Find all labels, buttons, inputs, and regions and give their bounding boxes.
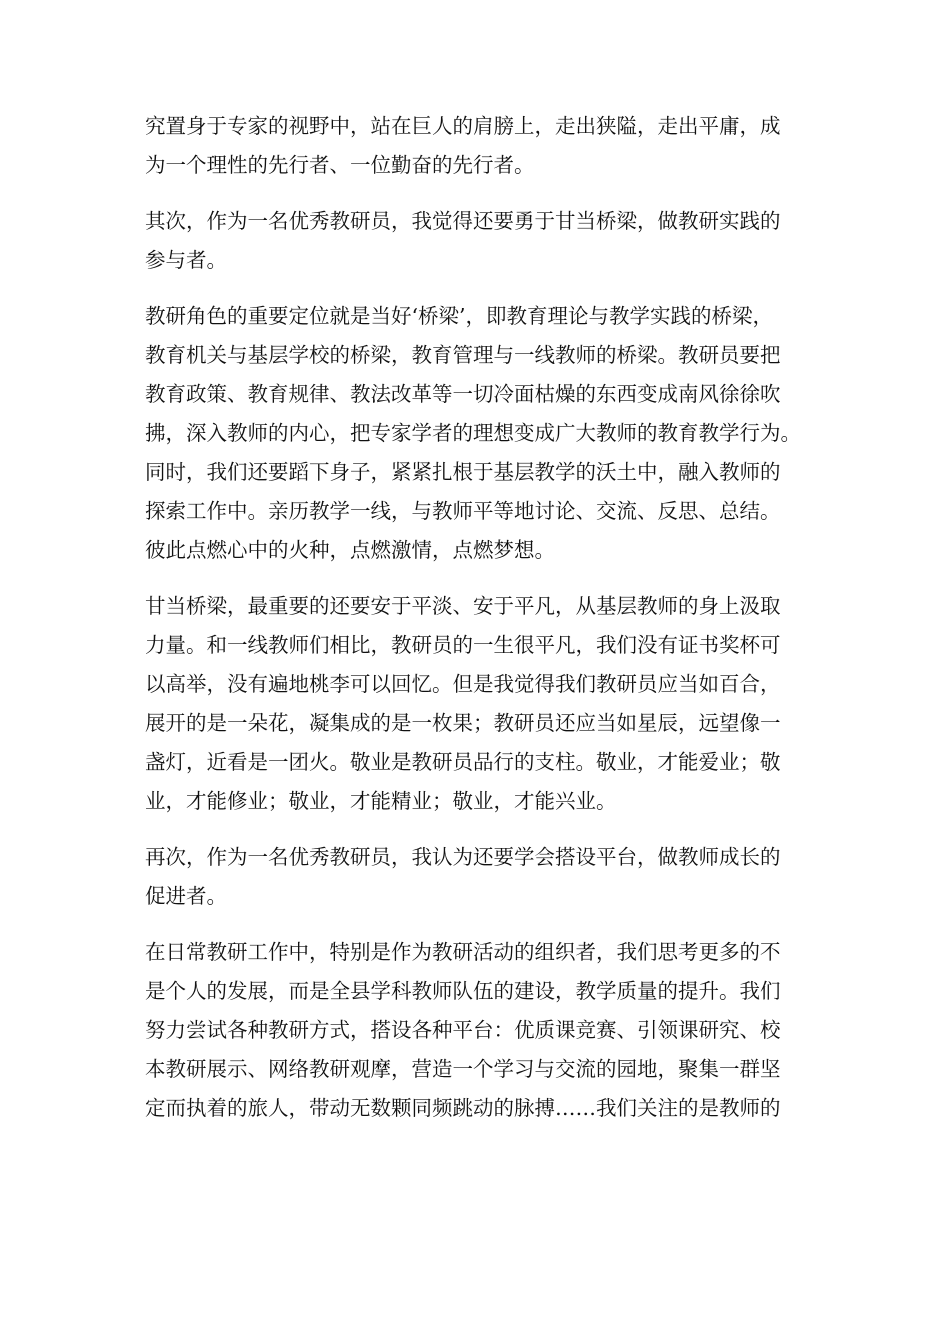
text-line: 参与者。 [145,248,227,272]
paragraph-4 [145,587,810,821]
text-line: 究置身于专家的视野中，站在巨人的肩膀上，走出狭隘，走出平庸，成 [145,114,781,138]
text-line: 甘当桥梁，最重要的还要安于平淡、安于平凡，从基层教师的身上汲取 [145,594,781,618]
text-line: 盏灯，近看是一团火。敬业是教研员品行的支柱。敬业，才能爱业；敬 [145,750,781,774]
text-line: 其次，作为一名优秀教研员，我觉得还要勇于甘当桥梁，做教研实践的 [145,209,781,233]
paragraph-2 [145,202,810,280]
text-line: 为一个理性的先行者、一位勤奋的先行者。 [145,153,535,177]
paragraph-1 [145,107,810,185]
text-line: 本教研展示、网络教研观摩，营造一个学习与交流的园地，聚集一群坚 [145,1057,781,1081]
text-line: 教育政策、教育规律、教法改革等一切冷面枯燥的东西变成南风徐徐吹 [145,382,781,406]
paragraph-5 [145,838,810,916]
text-line: 定而执着的旅人，带动无数颗同频跳动的脉搏……我们关注的是教师的 [145,1096,781,1120]
text-line: 拂，深入教师的内心，把专家学者的理想变成广大教师的教育教学行为。 [145,421,801,445]
text-line: 同时，我们还要蹈下身子，紧紧扎根于基层教学的沃土中，融入教师的 [145,460,781,484]
paragraph-3 [145,297,810,570]
text-line: 教研角色的重要定位就是当好‘桥梁’，即教育理论与教学实践的桥梁， [145,304,774,328]
text-line: 力量。和一线教师们相比，教研员的一生很平凡，我们没有证书奖杯可 [145,633,781,657]
text-line: 努力尝试各种教研方式，搭设各种平台：优质课竞赛、引领课研究、校 [145,1018,781,1042]
text-line: 再次，作为一名优秀教研员，我认为还要学会搭设平台，做教师成长的 [145,845,781,869]
text-line: 展开的是一朵花，凝集成的是一枚果；教研员还应当如星辰，远望像一 [145,711,781,735]
text-line: 业，才能修业；敬业，才能精业；敬业，才能兴业。 [145,789,617,813]
text-line: 以高举，没有遍地桃李可以回忆。但是我觉得我们教研员应当如百合， [145,672,781,696]
text-line: 彼此点燃心中的火种，点燃激情，点燃梦想。 [145,538,555,562]
paragraph-6 [145,933,810,1128]
text-line: 是个人的发展，而是全县学科教师队伍的建设，教学质量的提升。我们 [145,979,781,1003]
text-line: 在日常教研工作中，特别是作为教研活动的组织者，我们思考更多的不 [145,940,781,964]
document-body [145,107,810,1145]
text-line: 教育机关与基层学校的桥梁，教育管理与一线教师的桥梁。教研员要把 [145,343,781,367]
text-line: 促进者。 [145,884,227,908]
text-line: 探索工作中。亲历教学一线，与教师平等地讨论、交流、反思、总结。 [145,499,781,523]
